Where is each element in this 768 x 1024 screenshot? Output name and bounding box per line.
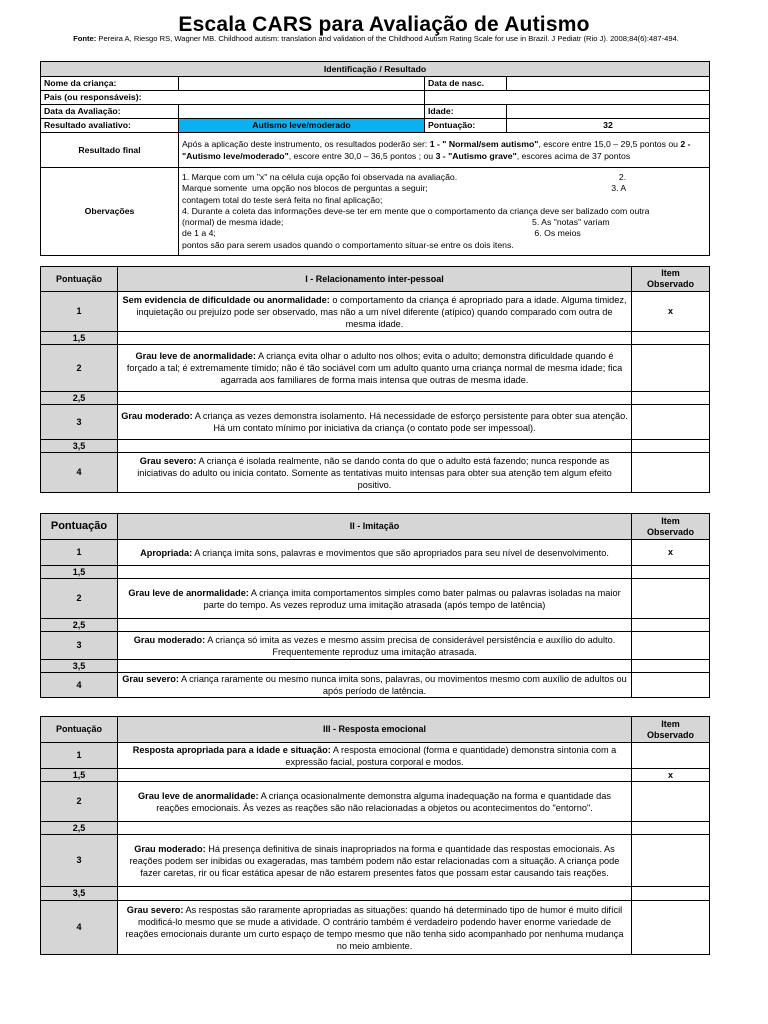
item-description — [118, 332, 632, 345]
child-name-field[interactable] — [179, 77, 425, 91]
observed-cell[interactable] — [632, 566, 710, 579]
observed-cell[interactable] — [632, 579, 710, 619]
item-description: Apropriada: A criança imita sons, palavras e movimentos que são apropriados para seu nível de desenvolvimento. — [118, 540, 632, 566]
observed-cell[interactable] — [632, 743, 710, 769]
observed-header: Item Observado — [632, 717, 710, 743]
observed-cell[interactable] — [632, 673, 710, 698]
score-cell: 2 — [41, 345, 118, 392]
score-cell: 2 — [41, 579, 118, 619]
birth-date-field[interactable] — [507, 77, 710, 91]
result-label: Resultado avaliativo: — [41, 119, 179, 133]
item-description — [118, 660, 632, 673]
source-label: Fonte: — [73, 34, 97, 43]
score-cell: 2,5 — [41, 392, 118, 405]
observed-cell[interactable] — [632, 392, 710, 405]
observed-cell[interactable] — [632, 405, 710, 440]
item-description — [118, 392, 632, 405]
observed-cell[interactable] — [632, 619, 710, 632]
section-title: I - Relacionamento inter-pessoal — [118, 267, 632, 292]
score-cell: 4 — [41, 673, 118, 698]
observed-cell[interactable]: x — [632, 769, 710, 782]
section-3-table — [40, 716, 710, 955]
score-cell: 1,5 — [41, 769, 118, 782]
score-cell: 3,5 — [41, 887, 118, 901]
item-description — [118, 566, 632, 579]
item-description: Grau moderado: A criança as vezes demonstra isolamento. Há necessidade de esforço persistente para obter sua atenção. Há um contato mínimo por iniciativa da criança (o contato pode ser impessoal). — [118, 405, 632, 440]
score-cell: 1,5 — [41, 332, 118, 345]
score-cell: 1,5 — [41, 566, 118, 579]
score-header: Pontuação — [41, 717, 118, 743]
item-description: Grau severo: As respostas são raramente apropriadas as situações: quando há determinado tipo de humor é muito difícil modificá-lo mesmo que se mude a atividade. O contrário também é verdadeiro podendo haver enorme variedade de reações emocionais durante um curto espaço de tempo mesmo que não tenha sido acompanhado por nenhuma mudança no meio ambiente. — [118, 901, 632, 955]
item-description — [118, 619, 632, 632]
final-result-text: Após a aplicação deste instrumento, os resultados poderão ser: 1 - " Normal/sem autismo", escore entre 15,0 – 29,5 pontos ou 2 - "Autismo leve/moderado", escore entre 30,0 – 36,5 pontos ; ou 3 - "Autismo grave", escores acima de 37 pontos — [179, 133, 710, 168]
score-value[interactable]: 32 — [507, 119, 710, 133]
observed-cell[interactable] — [632, 632, 710, 660]
observed-cell[interactable] — [632, 822, 710, 835]
parents-field[interactable] — [425, 91, 710, 105]
score-cell: 1 — [41, 292, 118, 332]
item-description — [118, 769, 632, 782]
child-name-label: Nome da criança: — [41, 77, 179, 91]
item-description — [118, 887, 632, 901]
score-cell: 3 — [41, 835, 118, 887]
item-description: Grau severo: A criança é isolada realmente, não se dando conta do que o adulto está fazendo; nunca responde as iniciativas do adulto ou inicia contato. Somente as tentativas muito intensas para obter sua atenção tem algum efeito positivo. — [118, 453, 632, 493]
item-description: Grau severo: A criança raramente ou mesmo nunca imita sons, palavras, ou movimentos mesmo com auxílio de adultos ou após período de latência. — [118, 673, 632, 698]
score-header: Pontuação — [41, 267, 118, 292]
score-cell: 3 — [41, 405, 118, 440]
observed-cell[interactable] — [632, 453, 710, 493]
section-title: II - Imitação — [118, 514, 632, 540]
observed-cell[interactable] — [632, 887, 710, 901]
section-title: III - Resposta emocional — [118, 717, 632, 743]
observed-cell[interactable] — [632, 440, 710, 453]
observed-cell[interactable] — [632, 835, 710, 887]
item-description: Grau leve de anormalidade: A criança evita olhar o adulto nos olhos; evita o adulto; demonstra dificuldade quando é forçado a tal; é extremamente tímido; não é tão sociável com um adulto quanto uma criança normal de mesma idade; fica agarrada aos familiares de forma mais intensa que outras de mesma idade. — [118, 345, 632, 392]
score-cell: 2,5 — [41, 822, 118, 835]
parents-label: Pais (ou responsáveis): — [41, 91, 425, 105]
score-cell: 3 — [41, 632, 118, 660]
observed-cell[interactable] — [632, 782, 710, 822]
result-value[interactable]: Autismo leve/moderado — [179, 119, 425, 133]
observed-cell[interactable] — [632, 660, 710, 673]
observed-header: Item Observado — [632, 267, 710, 292]
observed-cell[interactable] — [632, 345, 710, 392]
score-header: Pontuação — [41, 514, 118, 540]
observed-cell[interactable] — [632, 901, 710, 955]
score-cell: 1 — [41, 743, 118, 769]
observed-cell[interactable] — [632, 332, 710, 345]
item-description: Grau moderado: A criança só imita as vezes e mesmo assim precisa de considerável persistência e auxílio do adulto. Frequentemente reproduz uma imitação atrasada. — [118, 632, 632, 660]
observed-cell[interactable]: x — [632, 540, 710, 566]
birth-date-label: Data de nasc. — [425, 77, 507, 91]
score-cell: 1 — [41, 540, 118, 566]
item-description: Grau leve de anormalidade: A criança imita comportamentos simples como bater palmas ou palavras isoladas na maior parte do tempo. As vezes reproduz uma imitação atrasada (após tempo de latência) — [118, 579, 632, 619]
source-text: Pereira A, Riesgo RS, Wagner MB. Childhood autism: translation and validation of the Childhood Autism Rating Scale for use in Brazil. J Pediatr (Rio J). 2008;84(6):487-494. — [98, 34, 679, 43]
score-label: Pontuação: — [425, 119, 507, 133]
score-cell: 4 — [41, 453, 118, 493]
score-cell: 2,5 — [41, 619, 118, 632]
identification-header: Identificação / Resultado — [41, 62, 710, 77]
score-cell: 3,5 — [41, 440, 118, 453]
item-description — [118, 822, 632, 835]
eval-date-field[interactable] — [179, 105, 425, 119]
observations-label: Obervações — [41, 168, 179, 256]
score-cell: 4 — [41, 901, 118, 955]
section-2-table — [40, 513, 710, 698]
observed-header: Item Observado — [632, 514, 710, 540]
item-description: Resposta apropriada para a idade e situação: A resposta emocional (forma e quantidade) demonstra sintonia com a expressão facial, postura corporal e modos. — [118, 743, 632, 769]
document-title: Escala CARS para Avaliação de Autismo — [178, 13, 590, 36]
age-field[interactable] — [507, 105, 710, 119]
observations-text: 1. Marque com um "x" na célula cuja opção foi observada na avaliação. 2. Marque somente uma opção nos blocos de perguntas a seguir; 3. A contagem total do teste será feita no final aplicação; 4. Durante a coleta das informações deve-se ter em mente que o comportamento da criança deve ser balizado com outra (normal) de mesma idade; 5. As "notas" variam de 1 a 4; 6. Os meios pontos são para serem usados quando o comportamento situar-se entre os dois itens. — [179, 168, 710, 256]
item-description: Grau leve de anormalidade: A criança ocasionalmente demonstra alguma inadequação na forma e quantidade das reações emocionais. Às vezes as reações são não relacionadas a objetos ou acontecimentos do "entorno". — [118, 782, 632, 822]
final-result-label: Resultado final — [41, 133, 179, 168]
identification-table — [40, 61, 710, 256]
item-description: Sem evidencia de dificuldade ou anormalidade: o comportamento da criança é apropriado para a idade. Alguma timidez, inquietação ou prejuízo pode ser observado, mas não a um nível diferente (atípico) quando comparado com outra de mesma idade. — [118, 292, 632, 332]
score-cell: 2 — [41, 782, 118, 822]
age-label: Idade: — [425, 105, 507, 119]
eval-date-label: Data da Avaliação: — [41, 105, 179, 119]
observed-cell[interactable]: x — [632, 292, 710, 332]
item-description — [118, 440, 632, 453]
source-citation — [44, 33, 708, 44]
score-cell: 3,5 — [41, 660, 118, 673]
item-description: Grau moderado: Há presença definitiva de sinais inapropriados na forma e quantidade das respostas emocionais. As reações podem ser inibidas ou exageradas, mas também podem não estar relacionadas com a situação. A criança pode fazer caretas, rir ou ficar estática apesar de não estarem presentes fatos que possam estar causando tais reações. — [118, 835, 632, 887]
section-1-table — [40, 266, 710, 493]
